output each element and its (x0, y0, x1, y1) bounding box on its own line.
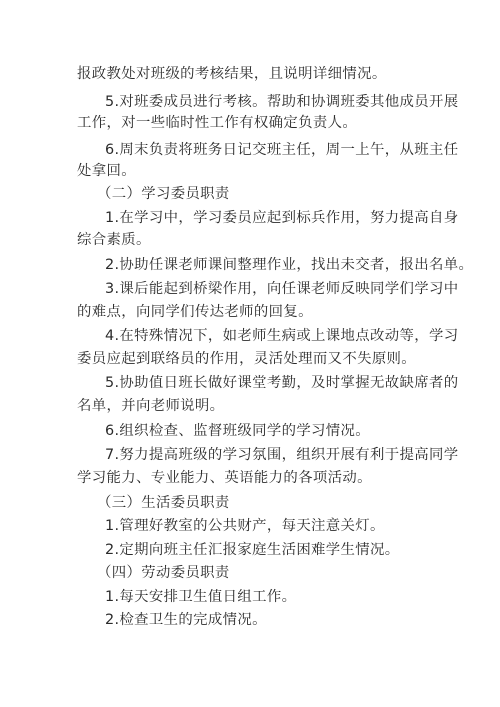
text-line: 委员应起到联络员的作用，灵活处理而又不失原则。 (77, 351, 417, 367)
text-line: 学习能力、专业能力、英语能力的各项活动。 (77, 470, 372, 486)
section-heading: （三）生活委员职责 (97, 495, 230, 511)
text-line: 5.对班委成员进行考核。帮助和协调班委其他成员开展 (105, 94, 459, 110)
text-line: 1.管理好教室的公共财产，每天注意关灯。 (105, 518, 385, 534)
text-line: 1.在学习中，学习委员应起到标兵作用，努力提高自身 (105, 210, 459, 226)
text-line: 名单，并向老师说明。 (77, 398, 225, 414)
section-heading: （四）劳动委员职责 (97, 565, 230, 581)
text-line: 处拿回。 (77, 163, 136, 179)
text-line: 工作，对一些临时性工作有权确定负责人。 (77, 115, 358, 131)
text-line: 报政教处对班级的考核结果，且说明详细情况。 (77, 66, 387, 82)
text-line: 2.协助任课老师课间整理作业，找出未交者，报出名单。 (105, 257, 474, 273)
text-line: 5.协助值日班长做好课堂考勤，及时掌握无故缺席者的 (105, 375, 459, 391)
text-line: 综合素质。 (77, 232, 151, 248)
text-line: 的难点，向同学们传达老师的回复。 (77, 304, 313, 320)
text-line: 6.组织检查、监督班级同学的学习情况。 (105, 423, 371, 439)
text-line: 3.课后能起到桥梁作用，向任课老师反映同学们学习中 (105, 281, 459, 297)
text-line: 6.周末负责将班务日记交班主任，周一上午，从班主任 (105, 142, 459, 158)
text-line: 7.努力提高班级的学习氛围，组织开展有利于提高同学 (105, 447, 459, 463)
text-line: 2.定期向班主任汇报家庭生活困难学生情况。 (105, 542, 400, 558)
text-line: 1.每天安排卫生值日组工作。 (105, 589, 297, 605)
text-line: 2.检查卫生的完成情况。 (105, 612, 267, 628)
section-heading: （二）学习委员职责 (97, 186, 230, 202)
text-line: 4.在特殊情况下，如老师生病或上课地点改动等，学习 (105, 328, 459, 344)
